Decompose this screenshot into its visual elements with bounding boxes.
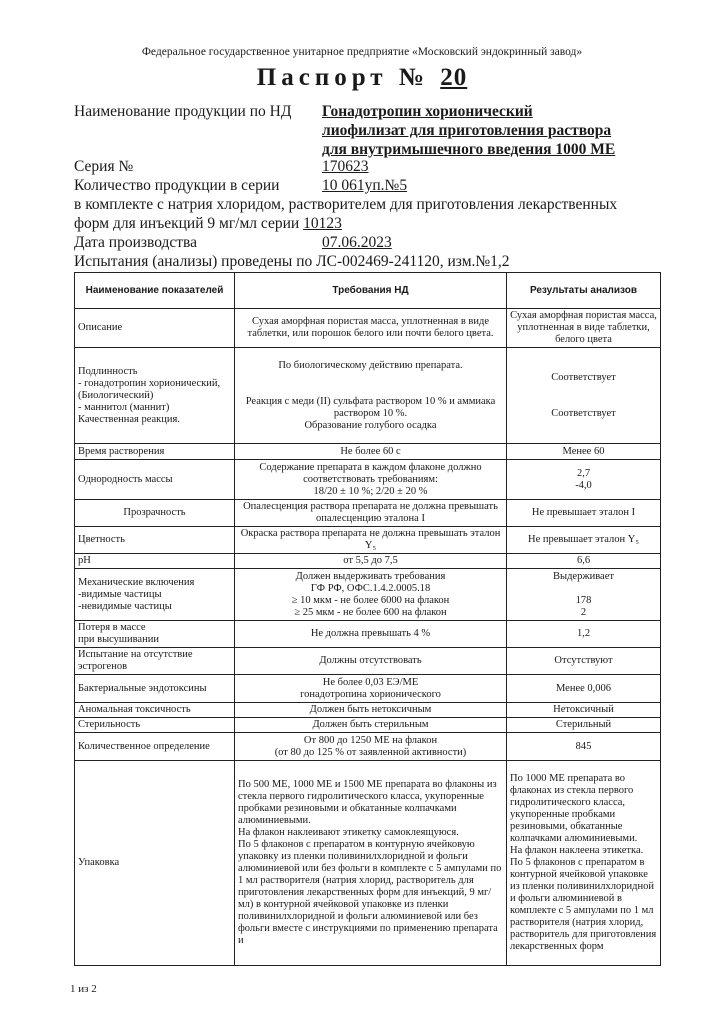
row-requirement: Окраска раствора препарата не должна превышать эталон Y₅ bbox=[235, 527, 507, 554]
row-requirement: Должен выдерживать требования ГФ РФ, ОФС.1.4.2.0005.18 ≥ 10 мкм - не более 6000 на флакон ≥ 25 мкм - не более 600 на флакон bbox=[235, 569, 507, 621]
table-row bbox=[75, 460, 661, 500]
row-result: Не превышает эталон I bbox=[507, 500, 661, 527]
row-result: Соответствует Соответствует bbox=[507, 348, 661, 444]
series-value: 170623 bbox=[322, 158, 369, 175]
row-name: Время растворения bbox=[75, 444, 235, 460]
packaging-requirement: По 500 МЕ, 1000 МЕ и 1500 МЕ препарата во флаконы из стекла первого гидролитического класса, укупоренные пробками резиновыми и обкатанные колпачками алюминиевыми. На флакон наклеивают этикетку самоклеящуюся. По 5 флаконов с препаратом в контурную ячейковую упаковку из пленки поливинилхлоридной и фольги алюминиевой или без фольги в комплекте с 5 ампулами по 1 мл растворителя (натрия хлорид, растворитель для приготовления лекарственных форм для инъекций, 9 мг/мл) в контурной ячейковой упаковке из пленки поливинилхлоридной и фольги алюминиевой или без фольги вместе с инструкциями по применению препарата и bbox=[235, 761, 507, 966]
table-row bbox=[75, 621, 661, 648]
row-result: Нетоксичный bbox=[507, 703, 661, 718]
table-row bbox=[75, 569, 661, 621]
row-name: Однородность массы bbox=[75, 460, 235, 500]
row-name: Испытание на отсутствие эстрогенов bbox=[75, 648, 235, 675]
date-value: 07.06.2023 bbox=[322, 234, 392, 251]
packaging-result: По 1000 МЕ препарата во флаконах из стекла первого гидролитического класса, укупоренные пробками резиновыми, обкатанные колпачками алюминиевыми. На флакон наклеена этикетка. По 5 флаконов с препаратом в контурной ячейковой упаковке из пленки поливинилхлоридной и фольги алюминиевой в комплекте с 5 ампулами по 1 мл растворителя (натрия хлорид, растворитель для приготовления лекарственных форм bbox=[507, 761, 661, 966]
table-row bbox=[75, 444, 661, 460]
table-row bbox=[75, 554, 661, 569]
title-number: 20 bbox=[440, 64, 468, 91]
row-requirement: Не более 0,03 ЕЭ/МЕ гонадотропина хорионического bbox=[235, 675, 507, 703]
row-result: Стерильный bbox=[507, 718, 661, 733]
packaging-name: Упаковка bbox=[75, 761, 235, 966]
table-row bbox=[75, 648, 661, 675]
table-row bbox=[75, 527, 661, 554]
row-requirement: Не должна превышать 4 % bbox=[235, 621, 507, 648]
row-requirement: Должны отсутствовать bbox=[235, 648, 507, 675]
kit-line-2 bbox=[74, 215, 342, 233]
table-row bbox=[75, 500, 661, 527]
table-row bbox=[75, 348, 661, 444]
header-requirements: Требования НД bbox=[235, 273, 507, 309]
row-requirement: Содержание препарата в каждом флаконе должно соответствовать требованиям: 18/20 ± 10 %; 2/20 ± 20 % bbox=[235, 460, 507, 500]
row-result: 2,7 -4,0 bbox=[507, 460, 661, 500]
row-name: Механические включения -видимые частицы -невидимые частицы bbox=[75, 569, 235, 621]
row-requirement: Не более 60 с bbox=[235, 444, 507, 460]
header-results: Результаты анализов bbox=[507, 273, 661, 309]
title-prefix: Паспорт № bbox=[256, 64, 429, 91]
quantity-value: 10 061уп.№5 bbox=[322, 177, 408, 194]
row-result: Отсутствуют bbox=[507, 648, 661, 675]
organization-header: Федеральное государственное унитарное предприятие «Московский эндокринный завод» bbox=[141, 46, 583, 58]
table-row-packaging bbox=[75, 761, 661, 966]
row-name: Количественное определение bbox=[75, 733, 235, 761]
page-title bbox=[0, 64, 724, 92]
row-name: Прозрачность bbox=[75, 500, 235, 527]
row-requirement: Сухая аморфная пористая масса, уплотненная в виде таблетки, или порошок белого или почти белого цвета. bbox=[235, 309, 507, 348]
product-name-line-1: Гонадотропин хорионический bbox=[322, 103, 533, 120]
row-result: 1,2 bbox=[507, 621, 661, 648]
row-name: Потеря в массе при высушивании bbox=[75, 621, 235, 648]
table-row bbox=[75, 703, 661, 718]
product-name-line-3: для внутримышечного введения 1000 МЕ bbox=[322, 141, 616, 158]
row-requirement: От 800 до 1250 МЕ на флакон (от 80 до 125 % от заявленной активности) bbox=[235, 733, 507, 761]
row-result: Менее 60 bbox=[507, 444, 661, 460]
row-result: Выдерживает 178 2 bbox=[507, 569, 661, 621]
quantity-label: Количество продукции в серии bbox=[74, 177, 280, 194]
header-indicator: Наименование показателей bbox=[75, 273, 235, 309]
row-result: 6,6 bbox=[507, 554, 661, 569]
product-name-line-2: лиофилизат для приготовления раствора bbox=[322, 122, 612, 139]
results-table bbox=[74, 272, 661, 966]
row-name: pH bbox=[75, 554, 235, 569]
row-result: Не превышает эталон Y₅ bbox=[507, 527, 661, 554]
product-label: Наименование продукции по НД bbox=[74, 103, 292, 120]
table-row bbox=[75, 309, 661, 348]
table-row bbox=[75, 675, 661, 703]
row-requirement: Опалесценция раствора препарата не должна превышать опалесценцию эталона I bbox=[235, 500, 507, 527]
row-requirement: Должен быть нетоксичным bbox=[235, 703, 507, 718]
table-row bbox=[75, 718, 661, 733]
page-number: 1 из 2 bbox=[70, 983, 97, 995]
row-requirement: Должен быть стерильным bbox=[235, 718, 507, 733]
kit-line-2-text: форм для инъекций 9 мг/мл серии bbox=[74, 215, 300, 232]
row-result: 845 bbox=[507, 733, 661, 761]
kit-line-1: в комплекте с натрия хлоридом, растворителем для приготовления лекарственных bbox=[74, 196, 618, 213]
kit-series: 10123 bbox=[303, 215, 342, 232]
row-name: Описание bbox=[75, 309, 235, 348]
table-row bbox=[75, 733, 661, 761]
series-label: Серия № bbox=[74, 158, 134, 175]
row-requirement: от 5,5 до 7,5 bbox=[235, 554, 507, 569]
row-result: Менее 0,006 bbox=[507, 675, 661, 703]
row-name: Цветность bbox=[75, 527, 235, 554]
row-name: Бактериальные эндотоксины bbox=[75, 675, 235, 703]
row-name: Подлинность - гонадотропин хорионический, (Биологический) - маннитол (маннит) Качественная реакция. bbox=[75, 348, 235, 444]
tests-line: Испытания (анализы) проведены по ЛС-002469-241120, изм.№1,2 bbox=[74, 253, 510, 270]
row-requirement: По биологическому действию препарата. Реакция с меди (II) сульфата раствором 10 % и аммиака раствором 10 %. Образование голубого осадка bbox=[235, 348, 507, 444]
row-name: Стерильность bbox=[75, 718, 235, 733]
row-result: Сухая аморфная пористая масса, уплотненная в виде таблетки, белого цвета bbox=[507, 309, 661, 348]
date-label: Дата производства bbox=[74, 234, 198, 251]
row-name: Аномальная токсичность bbox=[75, 703, 235, 718]
